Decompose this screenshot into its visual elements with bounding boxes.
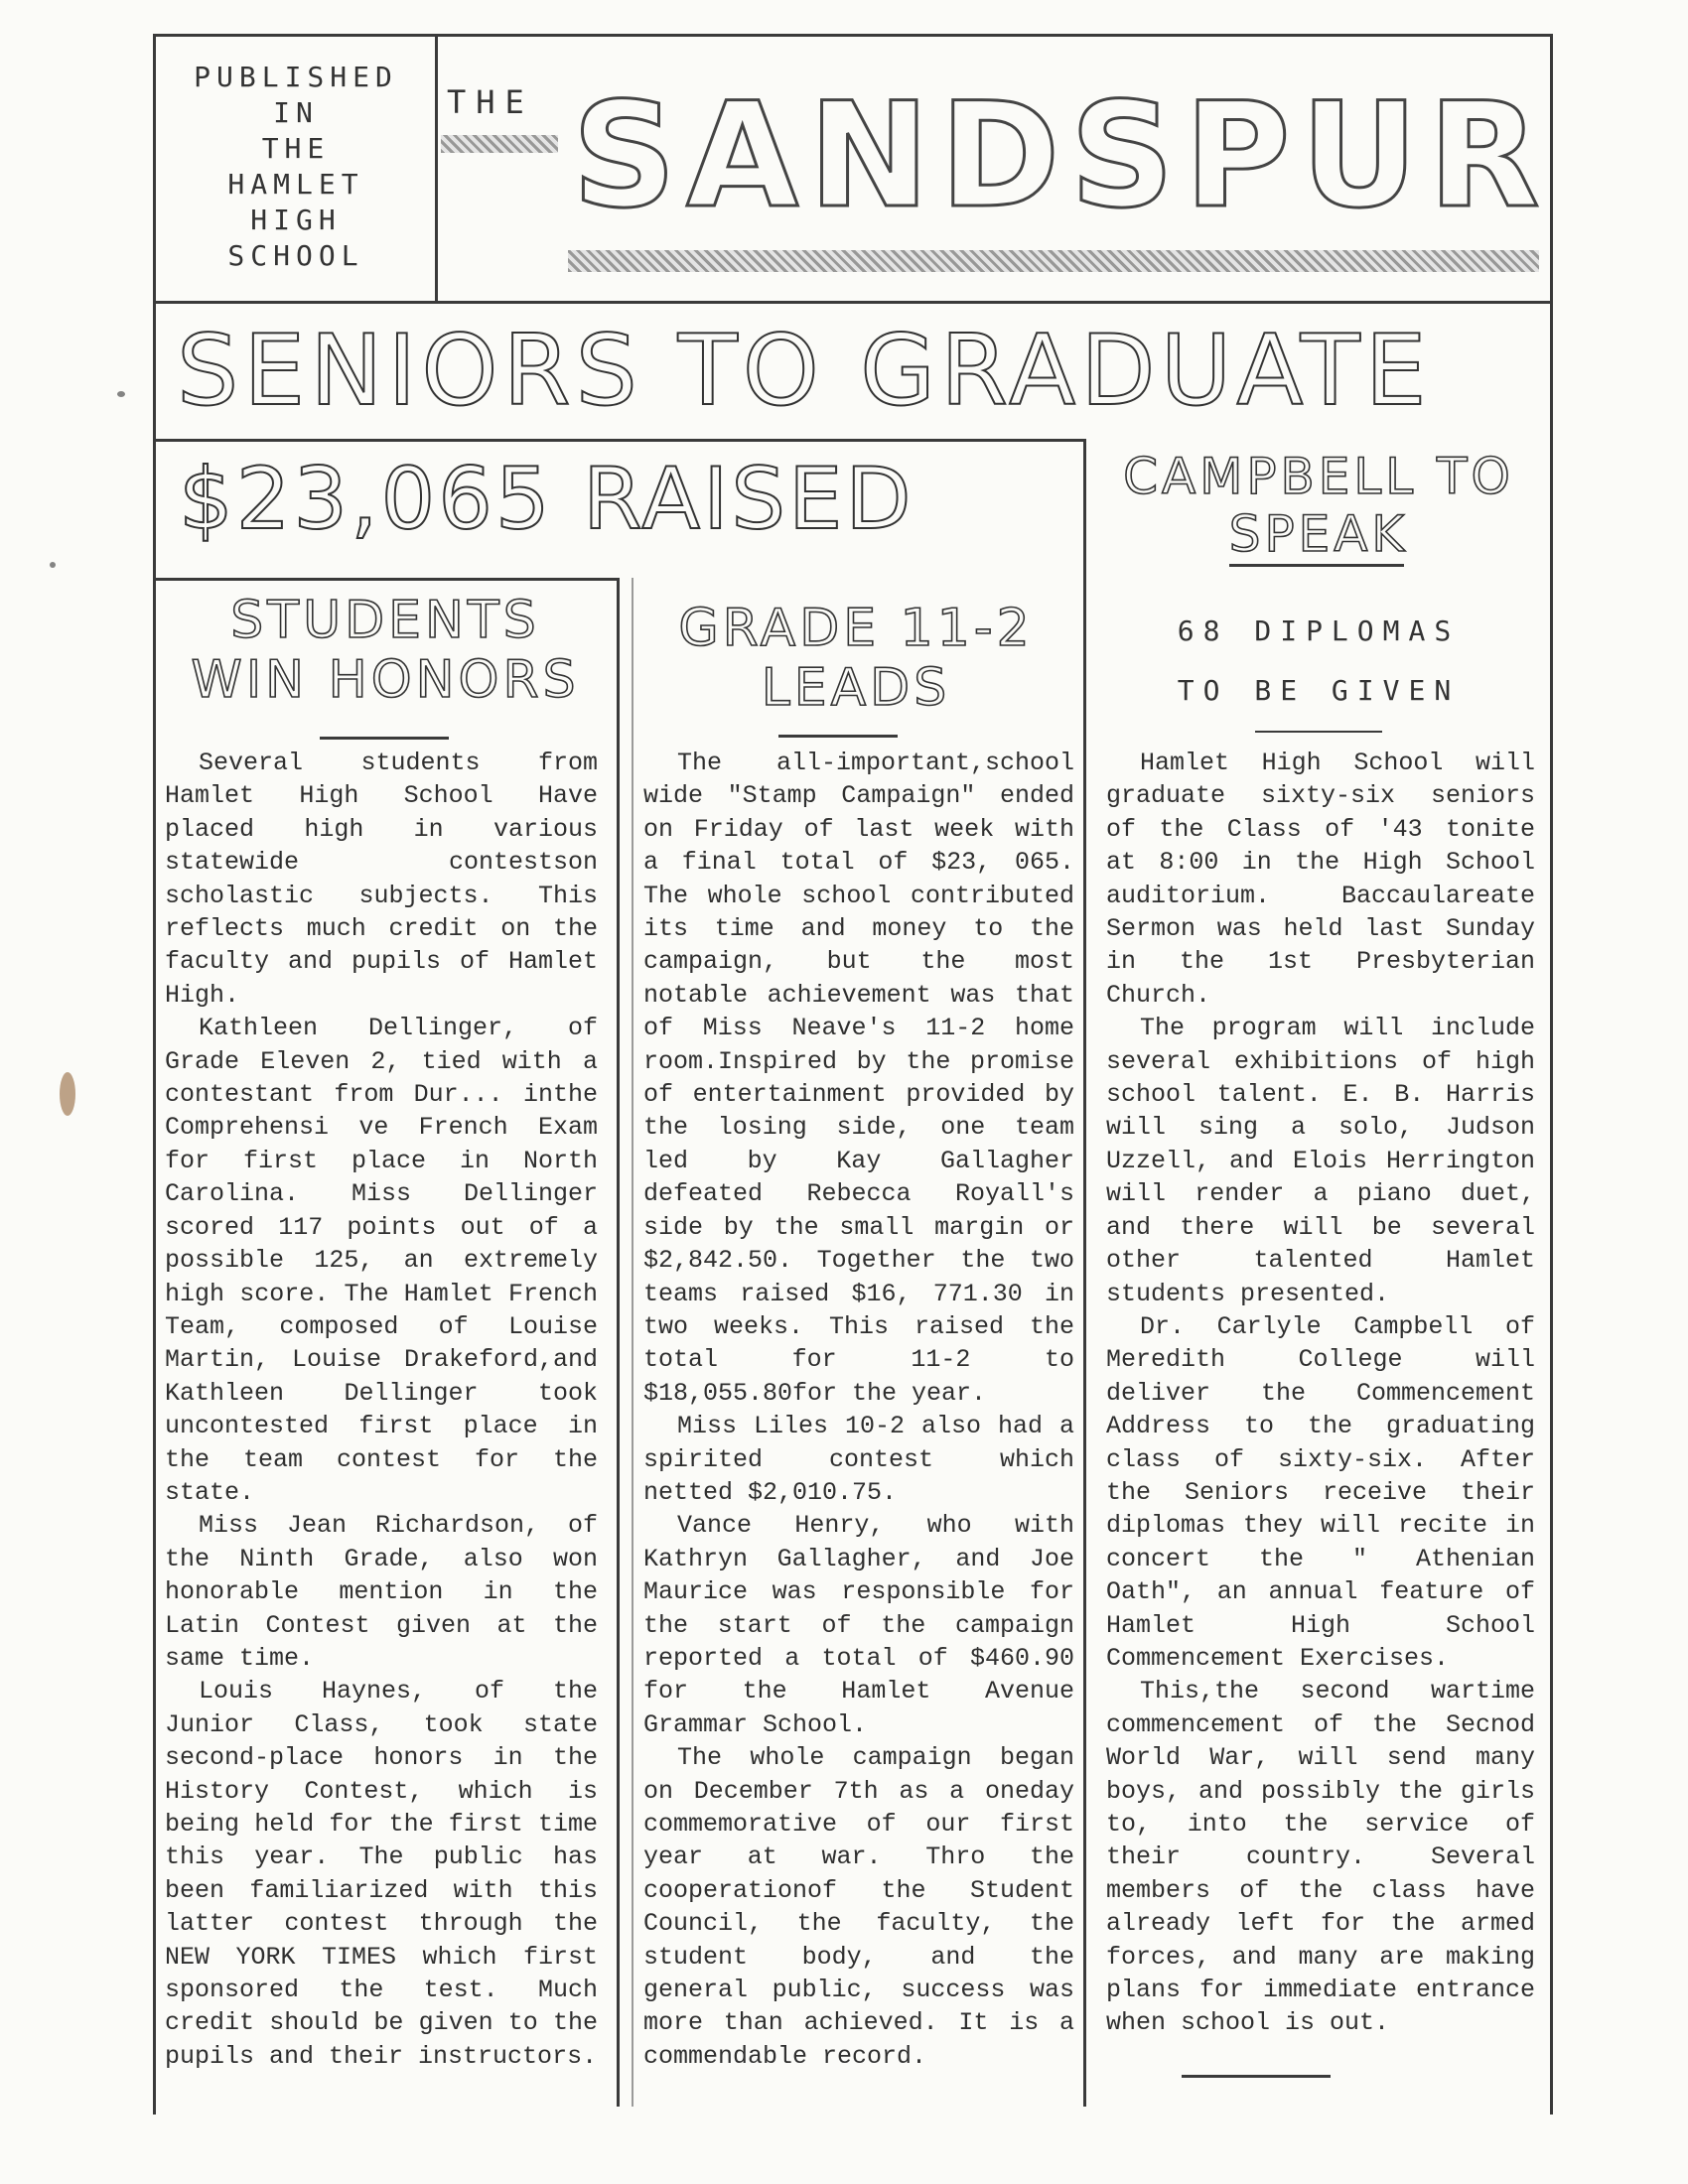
article-subheadline: 68 DIPLOMAS TO BE GIVEN [1177, 614, 1461, 707]
money-headline: $23,065 RAISED [179, 450, 914, 549]
article-headline: GRADE 11-2 LEADS [678, 599, 1034, 718]
article-headline: CAMPBELL TO SPEAK [1123, 448, 1514, 563]
stray-mark [50, 562, 56, 568]
article-body: Hamlet High School will graduate sixty-six seniors of the Class of '43 tonite at 8:00 in the High School auditorium. Baccaulareate Sermon was held last Sunday in the 1st Presbyterian Church. The program will include several exhibitions of high school talent. E. B. Harris will sing a solo, Judson Uzzell, and Elois Herrington will render a piano duet, and there will be several other talented Hamlet students presented. Dr. Carlyle Campbell of Meredith College will deliver the Commencement Address to the graduating class of sixty-six. After the Seniors receive their diplomas they will recite in concert the " Athenian Oath", an annual feature of Hamlet High School Commencement Exercises. This,the second wartime commencement of the Secnod World War, will send many boys, and possibly the girls to, into the service of their country. Several members of the class have already left for the armed forces, and many are making plans for immediate entrance when school is out. [1106, 749, 1535, 2038]
masthead-title: SANDSPUR [572, 71, 1550, 240]
masthead-ornament-bottom [568, 250, 1539, 272]
published-notice: PUBLISHED IN THE HAMLET HIGH SCHOOL [194, 61, 398, 272]
article-body: Several students from Hamlet High School Have placed high in various statewide contestson scholastic subjects. This reflects much credit on the faculty and pupils of Hamlet High. Kathleen Dellinger, of Grade Eleven 2, tied with a contestant from Dur... inthe Comprehensi ve French Exam for first place in North Carolina. Miss Dellinger scored 117 points out of a possible 125, an extremely high score. The Hamlet French Team, composed of Louise Martin, Louise Drakeford,and Kathleen Dellinger took uncontested first place in the team contest for the state. Miss Jean Richardson, of the Ninth Grade, also won honorable mention in the Latin Contest given at the same time. Louis Haynes, of the Junior Class, took state second-place honors in the History Contest, which is being held for the first time this year. The public has been familiarized with this latter contest through the NEW YORK TIMES which first sponsored the test. Much credit should be given to the pupils and their instructors. [165, 749, 598, 2071]
masthead-the: THE [447, 83, 534, 121]
stain-mark [60, 1072, 75, 1116]
masthead-ornament-left [441, 135, 558, 153]
article-headline: STUDENTS WIN HONORS [191, 591, 580, 710]
article-body: The all-important,school wide "Stamp Campaign" ended on Friday of last week with a final total of $23, 065. The whole school contributed its time and money to the campaign, but the most notable achievement was that of Miss Neave's 11-2 home room.Inspired by the promise of entertainment provided by the losing side, one team led by Kay Gallagher defeated Rebecca Royall's side by the small margin or $2,842.50. Together the two teams raised $16, 771.30 in two weeks. This raised the total for 11-2 to $18,055.80for the year. Miss Liles 10-2 also had a spirited contest which netted $2,010.75. Vance Henry, who with Kathryn Gallagher, and Joe Maurice was responsible for the start of the campaign reported a total of $460.90 for the Hamlet Avenue Grammar School. The whole campaign began on December 7th as a oneday commemorative of our first year at war. Thro the cooperationof the Student Council, the faculty, the student body, and the general public, success was more than achieved. It is a commendable record. [643, 749, 1074, 2071]
stray-mark [117, 391, 125, 397]
banner-headline: SENIORS TO GRADUATE [177, 315, 1432, 428]
